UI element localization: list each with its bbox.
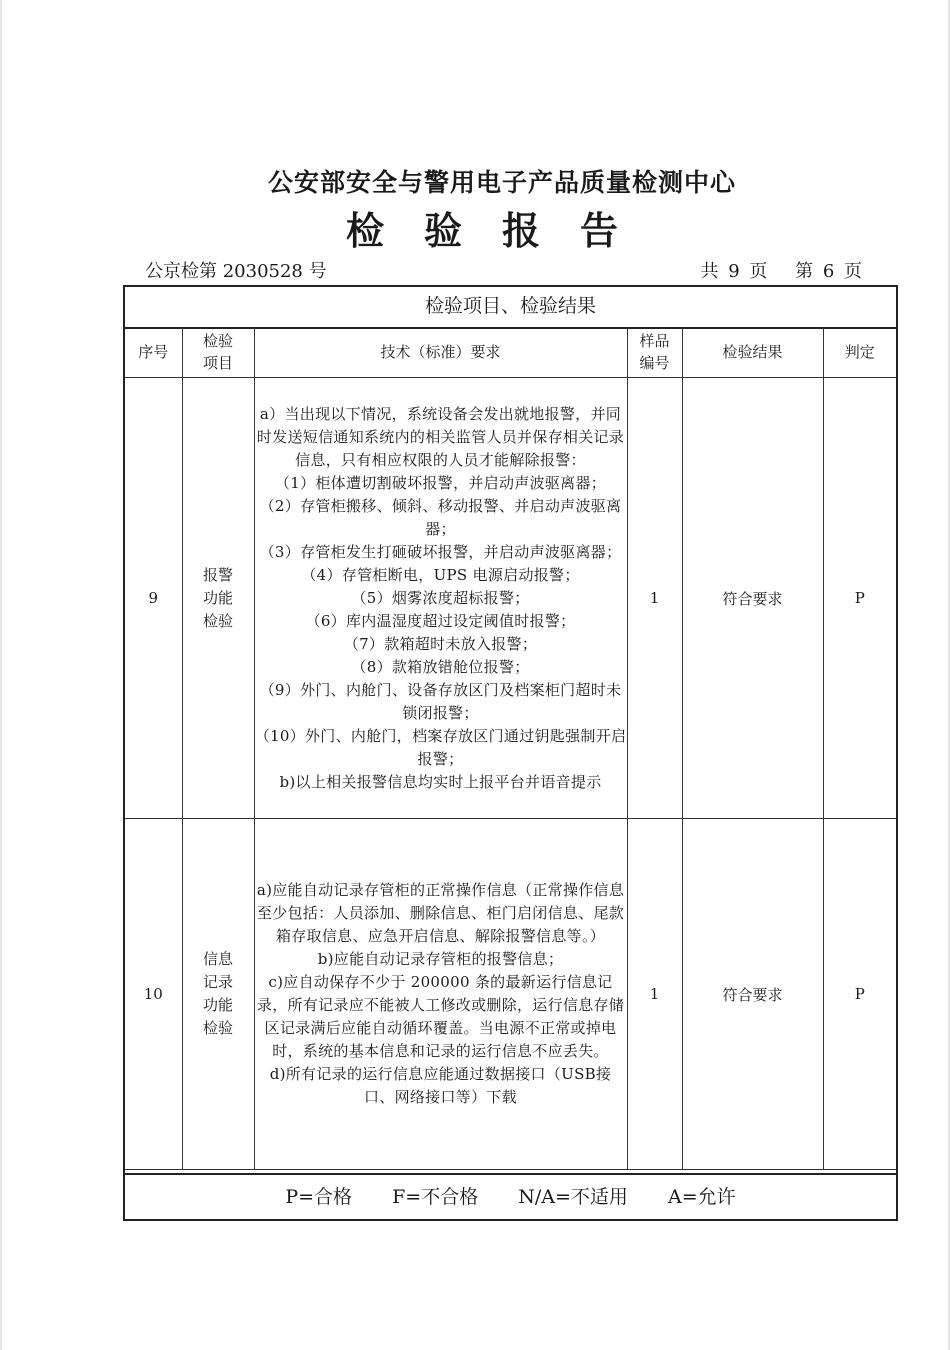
row-result: 符合要求 [682, 819, 823, 1170]
requirement-line: （5）烟雾浓度超标报警； [351, 588, 530, 607]
row-item-line: 检验 [202, 611, 233, 630]
requirement-line: （4）存管柜断电，UPS 电源启动报警； [301, 565, 580, 584]
table-row [125, 378, 896, 819]
row-seq: 10 [125, 819, 182, 1170]
row-item [182, 819, 254, 1170]
requirement-line: （3）存管柜发生打砸破坏报警，并启动声波驱离器； [259, 542, 622, 561]
requirement-line: （7）款箱超时未放入报警； [343, 634, 538, 653]
row-requirement [254, 819, 627, 1170]
column-header-result: 检验结果 [682, 327, 823, 378]
column-header-item-line: 检验 [202, 332, 233, 350]
requirement-line: a）当出现以下情况，系统设备会发出就地报警，并同时发送短信通知系统内的相关监管人员并保存相关记录信息，只有相应权限的人员才能解除报警： [256, 404, 625, 469]
requirement-line: （10）外门、内舱门，档案存放区门通过钥匙强制开启报警； [254, 726, 627, 768]
row-verdict: P [823, 819, 896, 1170]
row-item-line: 报警 [202, 565, 233, 584]
row-sample: 1 [627, 378, 682, 819]
row-item-line: 检验 [202, 1019, 233, 1037]
legend-item: F=不合格 [392, 1186, 479, 1208]
verdict-legend [125, 1173, 896, 1223]
column-header-sample-line: 编号 [639, 354, 670, 372]
row-requirement [254, 378, 627, 819]
requirement-line: （1）柜体遭切割破坏报警，并启动声波驱离器； [274, 473, 607, 492]
report-title: 检验报告 [345, 208, 658, 253]
requirement-line: b)以上相关报警信息均实时上报平台并语音提示 [279, 772, 602, 791]
requirement-line: （2）存管柜搬移、倾斜、移动报警、并启动声波驱离器； [259, 496, 622, 538]
row-item-line: 功能 [202, 996, 233, 1014]
row-seq: 9 [125, 378, 182, 819]
legend-item: N/A=不适用 [518, 1186, 628, 1208]
results-table [125, 327, 896, 1170]
row-sample: 1 [627, 819, 682, 1170]
column-header-item [182, 327, 254, 378]
row-item-line: 信息 [202, 950, 233, 968]
table-header-row [125, 327, 896, 378]
row-verdict: P [823, 378, 896, 819]
requirement-line: a)应能自动记录存管柜的正常操作信息（正常操作信息至少包括：人员添加、删除信息、柜门启闭信息、尾款箱存取信息、应急开启信息、解除报警信息等。） [256, 881, 625, 945]
table-row [125, 819, 896, 1170]
organization-name: 公安部安全与警用电子产品质量检测中心 [267, 168, 736, 197]
column-header-seq: 序号 [125, 327, 182, 378]
row-result: 符合要求 [682, 378, 823, 819]
page-info: 共 9 页 第 6 页 [700, 261, 862, 282]
requirement-line: （8）款箱放错舱位报警； [351, 657, 530, 676]
requirement-line: b)应能自动记录存管柜的报警信息； [317, 950, 564, 968]
requirement-line: c)应自动保存不少于 200000 条的最新运行信息记录，所有记录应不能被人工修改或删除，运行信息存储区记录满后应能自动循环覆盖。当电源不正常或掉电时，系统的基本信息和记录的运行信息不应丢失。 [256, 973, 625, 1060]
requirement-line: d)所有记录的运行信息应能通过数据接口（USB接口、网络接口等）下载 [269, 1065, 612, 1106]
column-header-verdict: 判定 [823, 327, 896, 378]
legend-item: A=允许 [667, 1186, 736, 1208]
row-item-line: 功能 [202, 588, 233, 607]
results-frame [123, 285, 898, 1221]
column-header-requirement: 技术（标准）要求 [254, 327, 627, 378]
legend-item: P=合格 [285, 1186, 353, 1208]
row-item [182, 378, 254, 819]
column-header-sample-line: 样品 [639, 332, 670, 350]
column-header-sample [627, 327, 682, 378]
row-item-line: 记录 [202, 973, 233, 991]
column-header-item-line: 项目 [202, 354, 233, 372]
requirement-line: （9）外门、内舱门、设备存放区门及档案柜门超时未锁闭报警； [259, 680, 622, 722]
report-number: 公京检第 2030528 号 [145, 261, 327, 282]
section-title: 检验项目、检验结果 [125, 287, 896, 329]
requirement-line: （6）库内温湿度超过设定阈值时报警； [305, 611, 576, 630]
